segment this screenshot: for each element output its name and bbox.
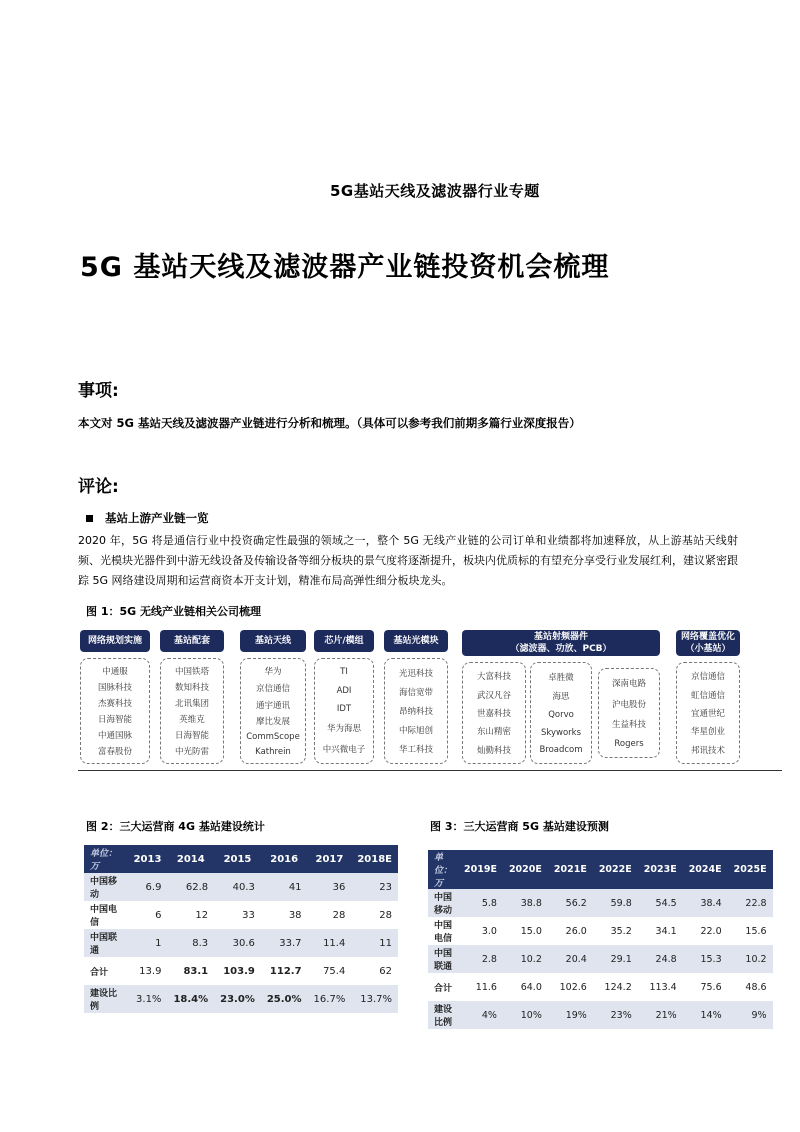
table-cell: 38 (288, 909, 302, 921)
company: Kathrein (255, 746, 291, 757)
column-header: 基站天线 (240, 630, 306, 652)
company: ADI (336, 685, 352, 696)
company-list (160, 658, 224, 764)
company: CommScope (246, 731, 300, 742)
row-label: 中国电信 (434, 921, 453, 944)
column-header: 2023E (638, 850, 683, 889)
company: 卓胜微 (548, 672, 574, 683)
table-row (428, 973, 773, 1001)
table-cell: 13.7% (351, 985, 398, 1013)
table-cell: 64.0 (520, 981, 542, 993)
events-heading: 事项: (78, 381, 119, 401)
table-row (428, 945, 773, 973)
table-cell: 38.4 (683, 889, 728, 917)
company: 东山精密 (476, 727, 511, 738)
row-label: 建设比例 (84, 985, 128, 1013)
company: 京信通信 (690, 672, 725, 683)
company: 武汉凡谷 (476, 690, 511, 701)
table-cell: 8.3 (167, 929, 214, 957)
main-title: 5G 基站天线及滤波器产业链投资机会梳理 (80, 252, 610, 283)
table-cell: 22.8 (728, 889, 773, 917)
unit-label: 单位：万 (84, 845, 128, 873)
company-list (384, 658, 448, 764)
unit-label: 单位：万 (428, 850, 458, 889)
company: 中国铁塔 (174, 667, 209, 677)
table-cell: 62 (379, 965, 392, 977)
row-label: 中国电信 (90, 905, 118, 928)
company-list (314, 658, 374, 764)
table-cell: 23 (351, 873, 398, 901)
table-row (428, 889, 773, 917)
company: 沪电股份 (611, 699, 646, 710)
company: 虹信通信 (690, 690, 725, 701)
table-cell: 33.7 (261, 929, 308, 957)
company: 数知科技 (174, 683, 209, 693)
company: 生益科技 (611, 720, 646, 731)
company-list (598, 668, 660, 758)
table-cell: 10.2 (503, 945, 548, 973)
company: 华为 (264, 667, 282, 678)
column-header: 2013 (128, 845, 168, 873)
table-cell: 83.1 (183, 965, 209, 977)
row-label: 中国联通 (428, 945, 458, 973)
table-cell: 102.6 (559, 981, 587, 993)
column-header: 2024E (683, 850, 728, 889)
company-list (80, 658, 150, 764)
table-row (84, 873, 398, 901)
table-cell: 33 (242, 909, 255, 921)
table-cell: 2.8 (458, 945, 503, 973)
row-label: 中国联通 (84, 929, 128, 957)
column-header-title: 网络覆盖优化 (680, 632, 735, 642)
company: 京信通信 (255, 683, 290, 694)
figure3-table (428, 850, 773, 1029)
table-cell: 12 (195, 909, 209, 921)
table-cell: 23% (593, 1001, 638, 1029)
table-cell: 30.6 (214, 929, 261, 957)
comment-paragraph: 2020 年，5G 将是通信行业中投资确定性最强的领域之一，整个 5G 无线产业链的公司订单和业绩都将加速释放，从上游基站天线射频、光模块光器件到中游无线设备及传输设备等细分板块的景气度将逐渐提升，板块内优质标的有望充分享受行业发展红利，建议紧密跟踪 5G 网络建设周期和运营商资本开支计划，精准布局高弹性细分板块龙头。 (78, 534, 738, 587)
table-cell: 34.1 (655, 925, 677, 937)
company: 中通服 (102, 667, 128, 677)
company: 日海智能 (97, 715, 132, 725)
chain-column (314, 630, 374, 755)
company: 国脉科技 (97, 683, 132, 693)
table-cell: 9% (728, 1001, 773, 1029)
row-label: 建设比例 (428, 1001, 458, 1029)
table-cell: 15.3 (683, 945, 728, 973)
table-cell: 59.8 (593, 889, 638, 917)
chain-column (80, 630, 150, 757)
table-cell: 11.6 (475, 981, 497, 993)
table-cell: 16.7% (308, 985, 352, 1013)
table-cell: 18.4% (167, 985, 214, 1013)
table-row (84, 985, 398, 1013)
row-label: 合计 (90, 967, 109, 978)
column-header: 2020E (503, 850, 548, 889)
figure2-table (84, 845, 398, 1013)
chain-column (676, 630, 740, 756)
table-cell: 3.0 (481, 925, 497, 937)
column-header: 基站光模块 (384, 630, 448, 652)
column-header: 2021E (548, 850, 593, 889)
column-header (676, 630, 740, 656)
chain-column (160, 630, 224, 757)
company: Skyworks (540, 727, 582, 738)
table-cell: 14% (683, 1001, 728, 1029)
table-cell: 1 (128, 929, 168, 957)
company: 灿勤科技 (476, 745, 511, 756)
table-cell: 4% (458, 1001, 503, 1029)
company: 中通国脉 (97, 731, 132, 741)
table-cell: 6.9 (128, 873, 168, 901)
company: 富春股份 (97, 747, 132, 757)
column-header: 芯片/模组 (314, 630, 374, 652)
table-cell: 29.1 (593, 945, 638, 973)
figure1-industry-chain (78, 630, 782, 771)
column-header: 2018E (351, 845, 398, 873)
column-header-title: 基站射频器件 (533, 632, 588, 642)
company: 中兴微电子 (322, 744, 366, 755)
company: 北讯集团 (174, 699, 209, 709)
company-list (676, 662, 740, 764)
company: Broadcom (539, 745, 583, 756)
column-header (462, 630, 660, 656)
table-cell: 10% (503, 1001, 548, 1029)
table-cell: 62.8 (167, 873, 214, 901)
company: 杰赛科技 (97, 699, 132, 709)
table-cell: 5.8 (458, 889, 503, 917)
table-cell: 21% (638, 1001, 683, 1029)
table-cell: 11.4 (308, 929, 352, 957)
company-list (240, 658, 306, 764)
company-list (530, 662, 592, 764)
company: 中光防雷 (174, 747, 209, 757)
company: 昂纳科技 (398, 706, 433, 717)
table-cell: 23.0% (214, 985, 261, 1013)
table-cell: 56.2 (548, 889, 593, 917)
table-cell: 25.0% (261, 985, 308, 1013)
figure1-caption: 图 1：5G 无线产业链相关公司梳理 (86, 605, 261, 618)
company: 华星创业 (690, 727, 725, 738)
table-row (84, 929, 398, 957)
column-header: 2022E (593, 850, 638, 889)
chain-column-rf (462, 630, 660, 756)
company: 摩比发展 (255, 717, 290, 728)
company: IDT (336, 703, 352, 714)
table-cell: 28 (379, 909, 392, 921)
table-cell: 48.6 (745, 981, 767, 993)
company: 海思 (552, 692, 570, 703)
bullet-item (86, 510, 209, 526)
table-cell: 19% (548, 1001, 593, 1029)
table-row (428, 917, 773, 945)
company: 华工科技 (398, 745, 433, 756)
table-header-row (428, 850, 773, 889)
table-cell: 75.4 (323, 965, 346, 977)
company: Qorvo (548, 709, 574, 720)
table-cell: 38.8 (503, 889, 548, 917)
column-header: 2014 (167, 845, 214, 873)
company: 中际旭创 (398, 726, 433, 737)
column-header: 网络规划实施 (80, 630, 150, 652)
company: 大富科技 (476, 672, 511, 683)
chain-column (240, 630, 306, 757)
table-row (84, 957, 398, 985)
column-header: 2025E (728, 850, 773, 889)
column-header: 基站配套 (160, 630, 224, 652)
comments-heading: 评论: (78, 477, 119, 497)
table-cell: 15.0 (520, 925, 542, 937)
column-header: 2019E (458, 850, 503, 889)
table-cell: 40.3 (214, 873, 261, 901)
table-cell: 124.2 (604, 981, 632, 993)
table-cell: 112.7 (269, 965, 302, 977)
row-label: 中国移动 (428, 889, 458, 917)
table-cell: 22.0 (700, 925, 722, 937)
column-header: 2015 (214, 845, 261, 873)
table-cell: 13.9 (139, 965, 162, 977)
column-header-subtitle: （滤波器、功放、PCB） (510, 644, 612, 654)
table-cell: 36 (308, 873, 352, 901)
table-row (84, 901, 398, 929)
row-label: 中国移动 (84, 873, 128, 901)
table-cell: 10.2 (728, 945, 773, 973)
company-list (462, 662, 526, 764)
company: 通宇通讯 (255, 700, 290, 711)
table-cell: 20.4 (548, 945, 593, 973)
column-header-subtitle: （小基站） (685, 644, 731, 654)
table-cell: 24.8 (638, 945, 683, 973)
company: 世嘉科技 (476, 708, 511, 719)
company: 光迅科技 (398, 668, 433, 679)
table-cell: 26.0 (565, 925, 587, 937)
company: TI (340, 667, 348, 678)
table-cell: 41 (261, 873, 308, 901)
table-row (428, 1001, 773, 1029)
company: 华为海思 (326, 724, 361, 735)
bullet-text: 基站上游产业链一览 (105, 511, 209, 525)
bullet-square-icon (86, 515, 93, 522)
table-cell: 3.1% (128, 985, 168, 1013)
column-header: 2016 (261, 845, 308, 873)
table-cell: 103.9 (223, 965, 255, 977)
chain-column (384, 630, 448, 756)
table-cell: 15.6 (745, 925, 767, 937)
report-title: 5G基站天线及滤波器行业专题 (330, 182, 540, 200)
events-text: 本文对 5G 基站天线及滤波器产业链进行分析和梳理。（具体可以参考我们前期多篇行业深度报告） (78, 416, 581, 430)
row-label: 合计 (434, 983, 453, 994)
company: 日海智能 (174, 731, 209, 741)
company: 宜通世纪 (690, 708, 725, 719)
company: 深南电路 (611, 679, 646, 690)
table-cell: 6 (155, 909, 162, 921)
figure2-table-wrapper (84, 845, 398, 1013)
column-header: 2017 (308, 845, 352, 873)
company: 英维克 (179, 715, 205, 725)
company: Rogers (614, 738, 644, 749)
company: 邦讯技术 (690, 745, 725, 756)
table-cell: 28 (332, 909, 346, 921)
table-cell: 11 (351, 929, 398, 957)
table-cell: 75.6 (700, 981, 722, 993)
table-header-row (84, 845, 398, 873)
figure2-caption: 图 2：三大运营商 4G 基站建设统计 (86, 820, 265, 833)
table-cell: 113.4 (649, 981, 677, 993)
figure3-caption: 图 3：三大运营商 5G 基站建设预测 (430, 820, 609, 833)
table-cell: 54.5 (638, 889, 683, 917)
figure3-table-wrapper (428, 850, 767, 1029)
table-cell: 35.2 (610, 925, 632, 937)
company: 海信宽带 (398, 687, 433, 698)
